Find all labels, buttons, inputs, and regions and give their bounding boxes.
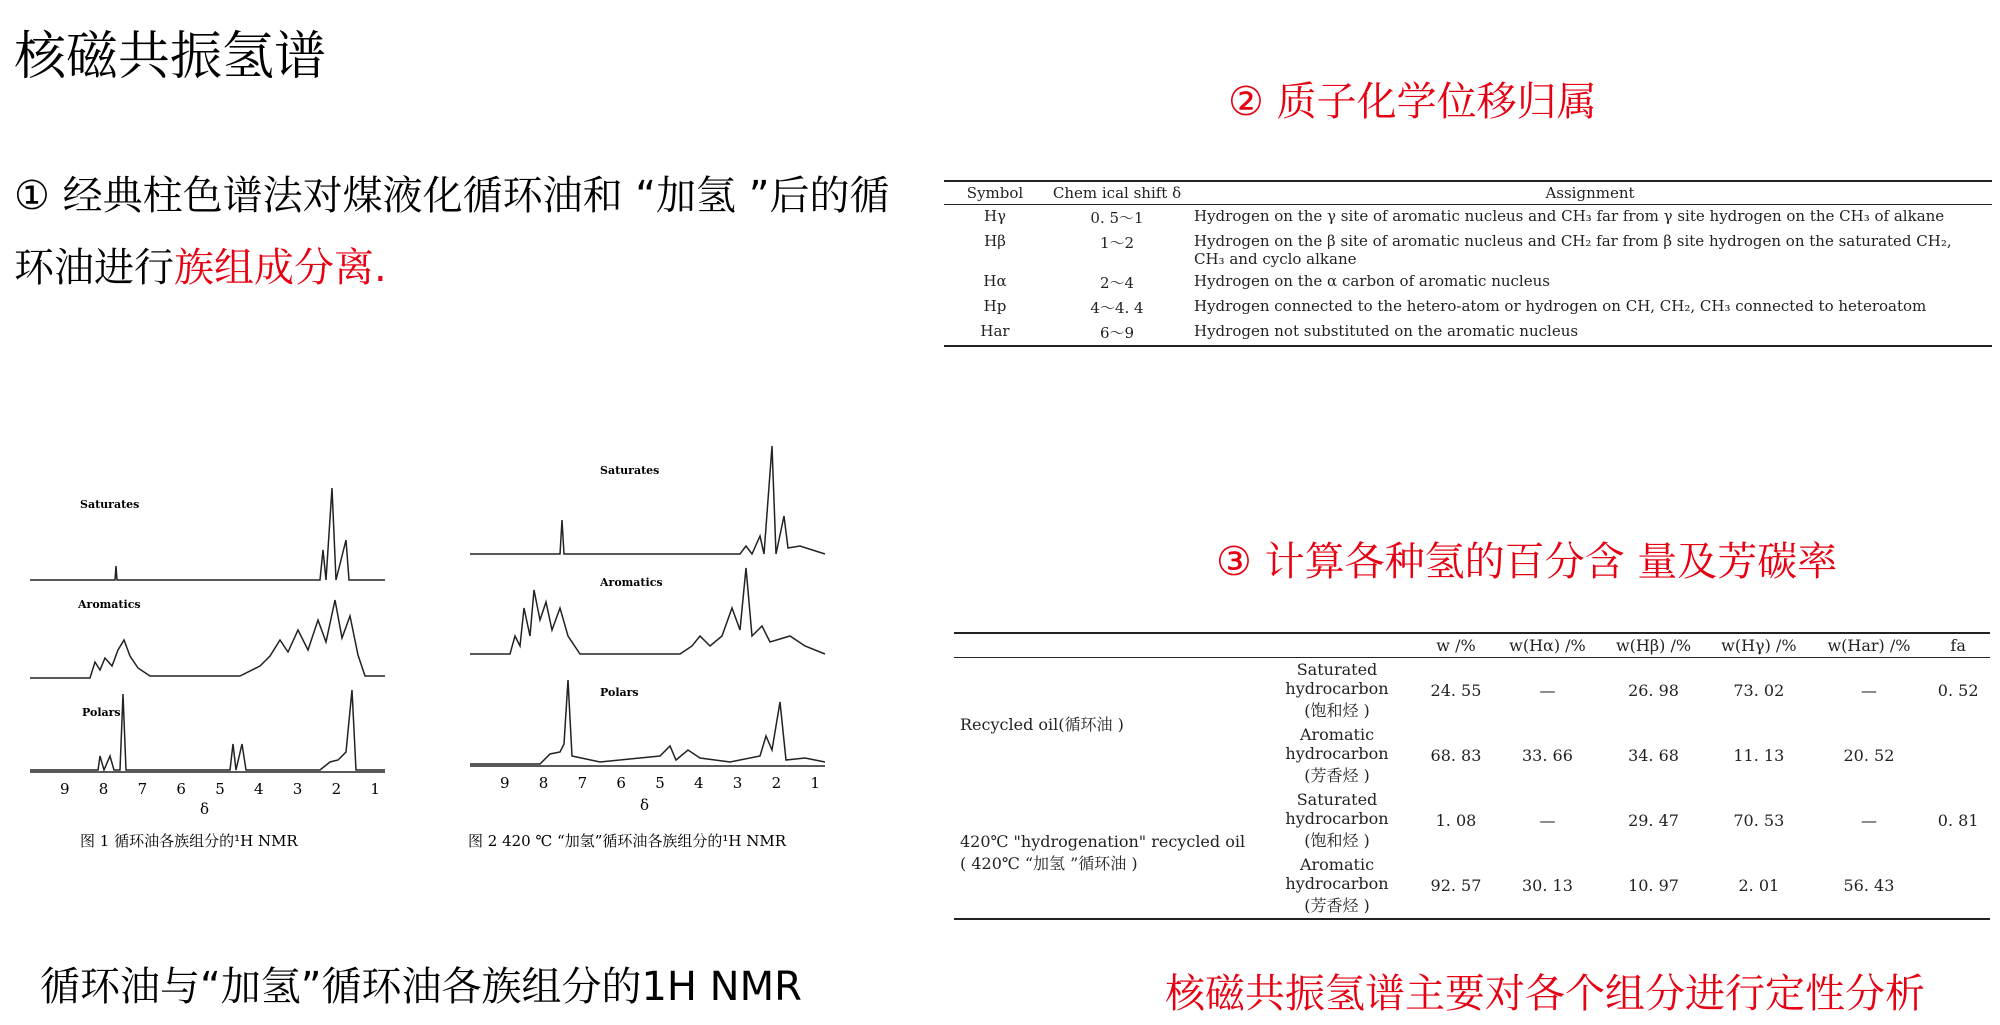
fraction-cell bbox=[1256, 788, 1418, 853]
section3-title: ③ 计算各种氢的百分含 量及芳碳率 bbox=[1216, 539, 1838, 585]
nmr-spectra-plot bbox=[20, 480, 390, 790]
axis-tick: 2 bbox=[771, 774, 782, 792]
slide-title: 核磁共振氢谱 bbox=[14, 27, 327, 87]
axis-ticks bbox=[60, 780, 380, 798]
symbol-cell: Hα bbox=[983, 272, 1007, 290]
w-cell: 68. 83 bbox=[1430, 746, 1482, 765]
assignment-cell: Hydrogen connected to the hetero-atom or hydrogen on CH, CH₂, CH₃ connected to heteroatom bbox=[1194, 297, 1927, 315]
table-row bbox=[954, 658, 1990, 724]
table-row bbox=[944, 205, 1992, 231]
assignment-cell: Hydrogen on the γ site of aromatic nucleus and CH₃ far from γ site hydrogen on the CH₃ of alkane bbox=[1194, 207, 1945, 225]
chemical-shift-table bbox=[944, 180, 1992, 347]
fraction-en: Saturated hydrocarbon bbox=[1285, 660, 1389, 698]
header-fa: fa bbox=[1950, 636, 1966, 655]
spectrum-label: Polars bbox=[600, 686, 639, 699]
symbol-cell: Hp bbox=[983, 297, 1007, 315]
spectrum-label: Saturates bbox=[600, 464, 660, 477]
axis-tick: 9 bbox=[60, 780, 70, 798]
symbol-cell: Har bbox=[980, 322, 1010, 340]
h-alpha-cell: — bbox=[1539, 681, 1556, 700]
fraction-cn: (芳香烃 ) bbox=[1304, 766, 1370, 785]
header-shift: Chem ical shift δ bbox=[1052, 184, 1182, 202]
table-row bbox=[954, 788, 1990, 853]
axis-tick: 4 bbox=[693, 774, 704, 792]
symbol-cell: Hβ bbox=[984, 232, 1006, 250]
nmr-spectra-plot bbox=[460, 440, 830, 780]
fraction-en: Aromatic hydrocarbon bbox=[1285, 855, 1389, 893]
fraction-en: Aromatic hydrocarbon bbox=[1285, 725, 1389, 763]
spectrum-label: Polars bbox=[82, 706, 121, 719]
axis-tick: 1 bbox=[370, 780, 380, 798]
header-symbol: Symbol bbox=[966, 184, 1024, 202]
axis-tick: 1 bbox=[810, 774, 820, 792]
bottom-left-caption: 循环油与“加氢”循环油各族组分的1H NMR bbox=[40, 964, 802, 1010]
axis-tick: 3 bbox=[732, 774, 743, 792]
header-blank bbox=[1256, 633, 1418, 658]
h-beta-cell: 26. 98 bbox=[1628, 681, 1679, 700]
intro-text bbox=[14, 160, 914, 304]
h-gamma-cell: 70. 53 bbox=[1733, 811, 1785, 830]
axis-tick: 5 bbox=[215, 780, 225, 798]
h-gamma-cell: 73. 02 bbox=[1733, 681, 1785, 700]
fraction-cn: (饱和烃 ) bbox=[1304, 701, 1370, 720]
axis-tick: 8 bbox=[538, 774, 549, 792]
assignment-cell: Hydrogen not substituted on the aromatic nucleus bbox=[1194, 322, 1579, 340]
spectrum-label: Aromatics bbox=[78, 598, 141, 611]
fraction-cell bbox=[1256, 723, 1418, 788]
table-row bbox=[944, 320, 1992, 346]
shift-cell: 2～4 bbox=[1099, 274, 1135, 292]
group-cell: Recycled oil(循环油 ) bbox=[960, 714, 1124, 734]
axis-label: δ bbox=[640, 796, 650, 814]
fraction-cell bbox=[1256, 658, 1418, 724]
w-cell: 92. 57 bbox=[1430, 876, 1482, 895]
bottom-right-caption: 核磁共振氢谱主要对各个组分进行定性分析 bbox=[1165, 971, 1925, 1017]
w-cell: 24. 55 bbox=[1430, 681, 1482, 700]
group-line2: ( 420℃ “加氢 ”循环油 ) bbox=[960, 854, 1138, 873]
axis-tick: 7 bbox=[577, 774, 588, 792]
assignment-cell: Hydrogen on the β site of aromatic nucleus and CH₂ far from β site hydrogen on the saturated CH₂, CH₃ and cyclo alkane bbox=[1194, 232, 1952, 268]
fa-cell: 0. 52 bbox=[1937, 681, 1979, 700]
h-alpha-cell: — bbox=[1539, 811, 1556, 830]
fraction-cn: (芳香烃 ) bbox=[1304, 896, 1370, 915]
h-alpha-cell: 30. 13 bbox=[1522, 876, 1573, 895]
shift-cell: 1～2 bbox=[1099, 234, 1135, 252]
axis-tick: 3 bbox=[292, 780, 303, 798]
figure-caption: 图 1 循环油各族组分的¹H NMR bbox=[80, 832, 298, 850]
axis-tick: 6 bbox=[616, 774, 626, 792]
table-header-row bbox=[954, 633, 1990, 658]
h-alpha-cell: 33. 66 bbox=[1522, 746, 1573, 765]
table-row bbox=[944, 230, 1992, 270]
hydrogen-percent-table bbox=[954, 632, 1990, 920]
header-h-ar: w(Har) /% bbox=[1827, 636, 1911, 655]
header-assignment: Assignment bbox=[1545, 184, 1635, 202]
h-beta-cell: 10. 97 bbox=[1628, 876, 1679, 895]
axis-tick: 9 bbox=[500, 774, 510, 792]
axis-ticks bbox=[500, 774, 820, 792]
fa-cell bbox=[1926, 853, 1990, 919]
fa-cell bbox=[1926, 723, 1990, 788]
h-ar-cell: — bbox=[1860, 681, 1877, 700]
axis-tick: 5 bbox=[655, 774, 665, 792]
h-ar-cell: 56. 43 bbox=[1843, 876, 1895, 895]
fa-cell: 0. 81 bbox=[1937, 811, 1979, 830]
axis-label: δ bbox=[200, 800, 210, 818]
axis-tick: 2 bbox=[331, 780, 342, 798]
h-beta-cell: 34. 68 bbox=[1628, 746, 1679, 765]
spectrum-label: Saturates bbox=[80, 498, 140, 511]
shift-cell: 6～9 bbox=[1099, 324, 1135, 342]
h-gamma-cell: 11. 13 bbox=[1733, 746, 1785, 765]
group-cell bbox=[954, 788, 1256, 919]
axis-tick: 8 bbox=[98, 780, 109, 798]
table-header-row bbox=[944, 181, 1992, 205]
assignment-cell: Hydrogen on the α carbon of aromatic nucleus bbox=[1194, 272, 1550, 290]
axis-tick: 7 bbox=[137, 780, 148, 798]
header-h-gamma: w(Hγ) /% bbox=[1721, 636, 1797, 655]
figure-caption: 图 2 420 ℃ “加氢”循环油各族组分的¹H NMR bbox=[468, 832, 787, 850]
header-w: w /% bbox=[1436, 636, 1476, 655]
fraction-en: Saturated hydrocarbon bbox=[1285, 790, 1389, 828]
table-row bbox=[944, 295, 1992, 320]
intro-text-highlight: 族组成分离. bbox=[174, 245, 387, 291]
header-blank bbox=[954, 633, 1256, 658]
shift-cell: 4～4. 4 bbox=[1090, 299, 1144, 317]
group-line1: 420℃ "hydrogenation" recycled oil bbox=[960, 832, 1246, 851]
h-ar-cell: — bbox=[1860, 811, 1877, 830]
h-ar-cell: 20. 52 bbox=[1843, 746, 1895, 765]
section2-title: ② 质子化学位移归属 bbox=[1228, 79, 1597, 125]
table-row bbox=[944, 270, 1992, 295]
axis-tick: 6 bbox=[176, 780, 186, 798]
axis-tick: 4 bbox=[253, 780, 264, 798]
h-gamma-cell: 2. 01 bbox=[1738, 876, 1780, 895]
spectrum-label: Aromatics bbox=[600, 576, 663, 589]
shift-cell: 0. 5～1 bbox=[1090, 209, 1144, 227]
fraction-cn: (饱和烃 ) bbox=[1304, 831, 1370, 850]
w-cell: 1. 08 bbox=[1435, 811, 1477, 830]
fraction-cell bbox=[1256, 853, 1418, 919]
intro-text-main: ① 经典柱色谱法对煤液化循环油和 “加氢 ”后的循环油进行 bbox=[14, 173, 890, 291]
header-h-alpha: w(Hα) /% bbox=[1509, 636, 1586, 655]
symbol-cell: Hγ bbox=[983, 207, 1007, 225]
header-h-beta: w(Hβ) /% bbox=[1615, 636, 1692, 655]
nmr-figure-2 bbox=[460, 440, 830, 860]
h-beta-cell: 29. 47 bbox=[1628, 811, 1679, 830]
nmr-figure-1 bbox=[20, 480, 390, 860]
